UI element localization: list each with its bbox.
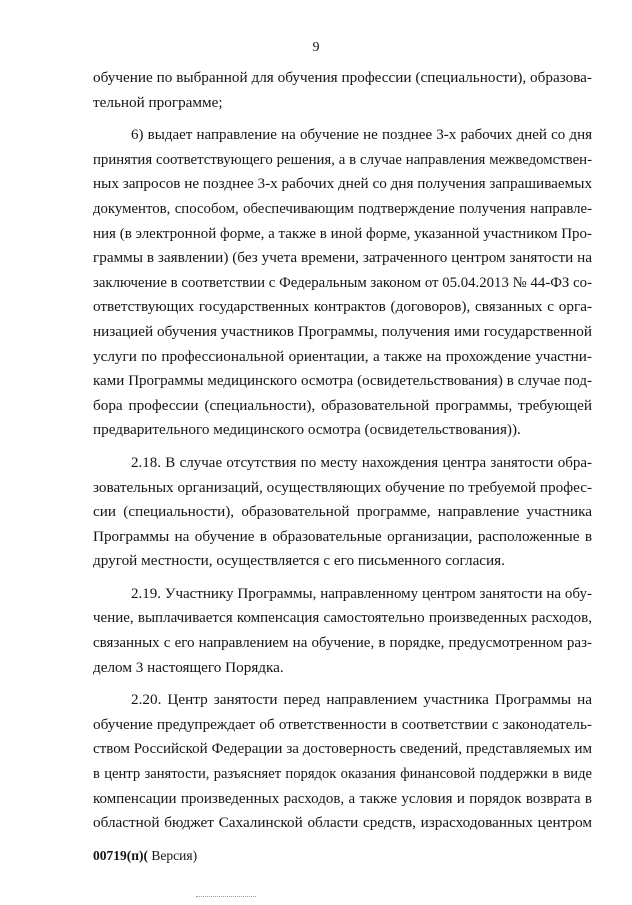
paragraph-4-line-1: 2.19. Участнику Программы, направленному центром занятости на обу- [131, 585, 592, 602]
paragraph-3-line-5: другой местности, осуществляется с его письменного согласия. [93, 552, 505, 570]
paragraph-3-line-1: 2.18. В случае отсутствия по месту нахождения центра занятости обра- [131, 454, 592, 471]
paragraph-2-line-7: заключение в соответствии с Федеральным законом от 05.04.2013 № 44-ФЗ со- [93, 274, 592, 291]
paragraph-2-line-12: бора профессии (специальности), образовательной программы, требующей [93, 396, 592, 414]
paragraph-2-line-13: предварительного медицинского осмотра (освидетельствования)). [93, 421, 521, 439]
paragraph-2-line-10: услуги по профессиональной ориентации, а также на прохождение участни- [93, 347, 592, 365]
paragraph-1-line-1: обучение по выбранной для обучения профессии (специальности), образова- [93, 69, 592, 86]
paragraph-gap [93, 574, 592, 582]
paragraph-2-line-2: принятия соответствующего решения, а в случае направления межведомствен- [93, 151, 592, 168]
document-code-footer [93, 848, 197, 864]
paragraph-2-line-8: ответствующих государственных контрактов (договоров), связанных с орга- [93, 298, 592, 316]
paragraph-2-line-3: ных запросов не позднее 3-х рабочих дней со дня получения запрашиваемых [93, 175, 593, 193]
document-version: Версия) [148, 848, 198, 863]
paragraph-5-line-2: обучение предупреждает об ответственности в соответствии с законодатель- [93, 715, 592, 733]
document-code: 00719(п)( [93, 848, 149, 863]
paragraph-5-line-6: областной бюджет Сахалинской области средств, израсходованных центром [93, 814, 592, 832]
paragraph-gap [93, 680, 592, 688]
scan-edge-mark [196, 896, 256, 897]
paragraph-2-line-11: ками Программы медицинского осмотра (освидетельствования) в случае под- [93, 373, 592, 390]
paragraph-1-line-2: тельной программе; [93, 93, 223, 111]
paragraph-5-line-4: в центр занятости, разъясняет порядок оказания финансовой поддержки в виде [93, 766, 592, 783]
body-text [93, 66, 592, 836]
paragraph-gap [93, 115, 592, 123]
paragraph-4-line-3: связанных с его направлением на обучение, в порядке, предусмотренном раз- [93, 635, 592, 652]
paragraph-5-line-1: 2.20. Центр занятости перед направлением участника Программы на [131, 691, 592, 709]
paragraph-2-line-1: 6) выдает направление на обучение не позднее 3-х рабочих дней со дня [131, 127, 592, 144]
paragraph-2-line-5: ния (в электронной форме, а также в иной форме, указанной участником Про- [93, 225, 593, 242]
paragraph-5-line-5: компенсации произведенных расходов, а также условия и порядок возврата в [93, 790, 592, 807]
paragraph-4-line-2: чение, выплачивается компенсация самостоятельно произведенных расходов, [93, 610, 592, 627]
paragraph-5-line-3: ством Российской Федерации за достоверность сведений, представляемых им [93, 741, 592, 758]
paragraph-3-line-4: Программы на обучение в образовательные организации, расположенные в [93, 527, 592, 545]
paragraph-3-line-2: зовательных организаций, осуществляющих обучение по требуемой профес- [93, 478, 592, 496]
page-number: 9 [312, 40, 320, 55]
paragraph-gap [93, 443, 592, 451]
paragraph-4-line-4: делом 3 настоящего Порядка. [93, 658, 284, 676]
paragraph-2-line-4: документов, способом, обеспечивающим подтверждение получения направле- [93, 200, 592, 217]
paragraph-2-line-9: низацией обучения участников Программы, получения ими государственной [93, 322, 592, 340]
paragraph-3-line-3: сии (специальности), образовательной программе, направление участника [93, 503, 592, 521]
paragraph-2-line-6: граммы в заявлении) (без учета времени, затраченного центром занятости на [93, 249, 592, 267]
